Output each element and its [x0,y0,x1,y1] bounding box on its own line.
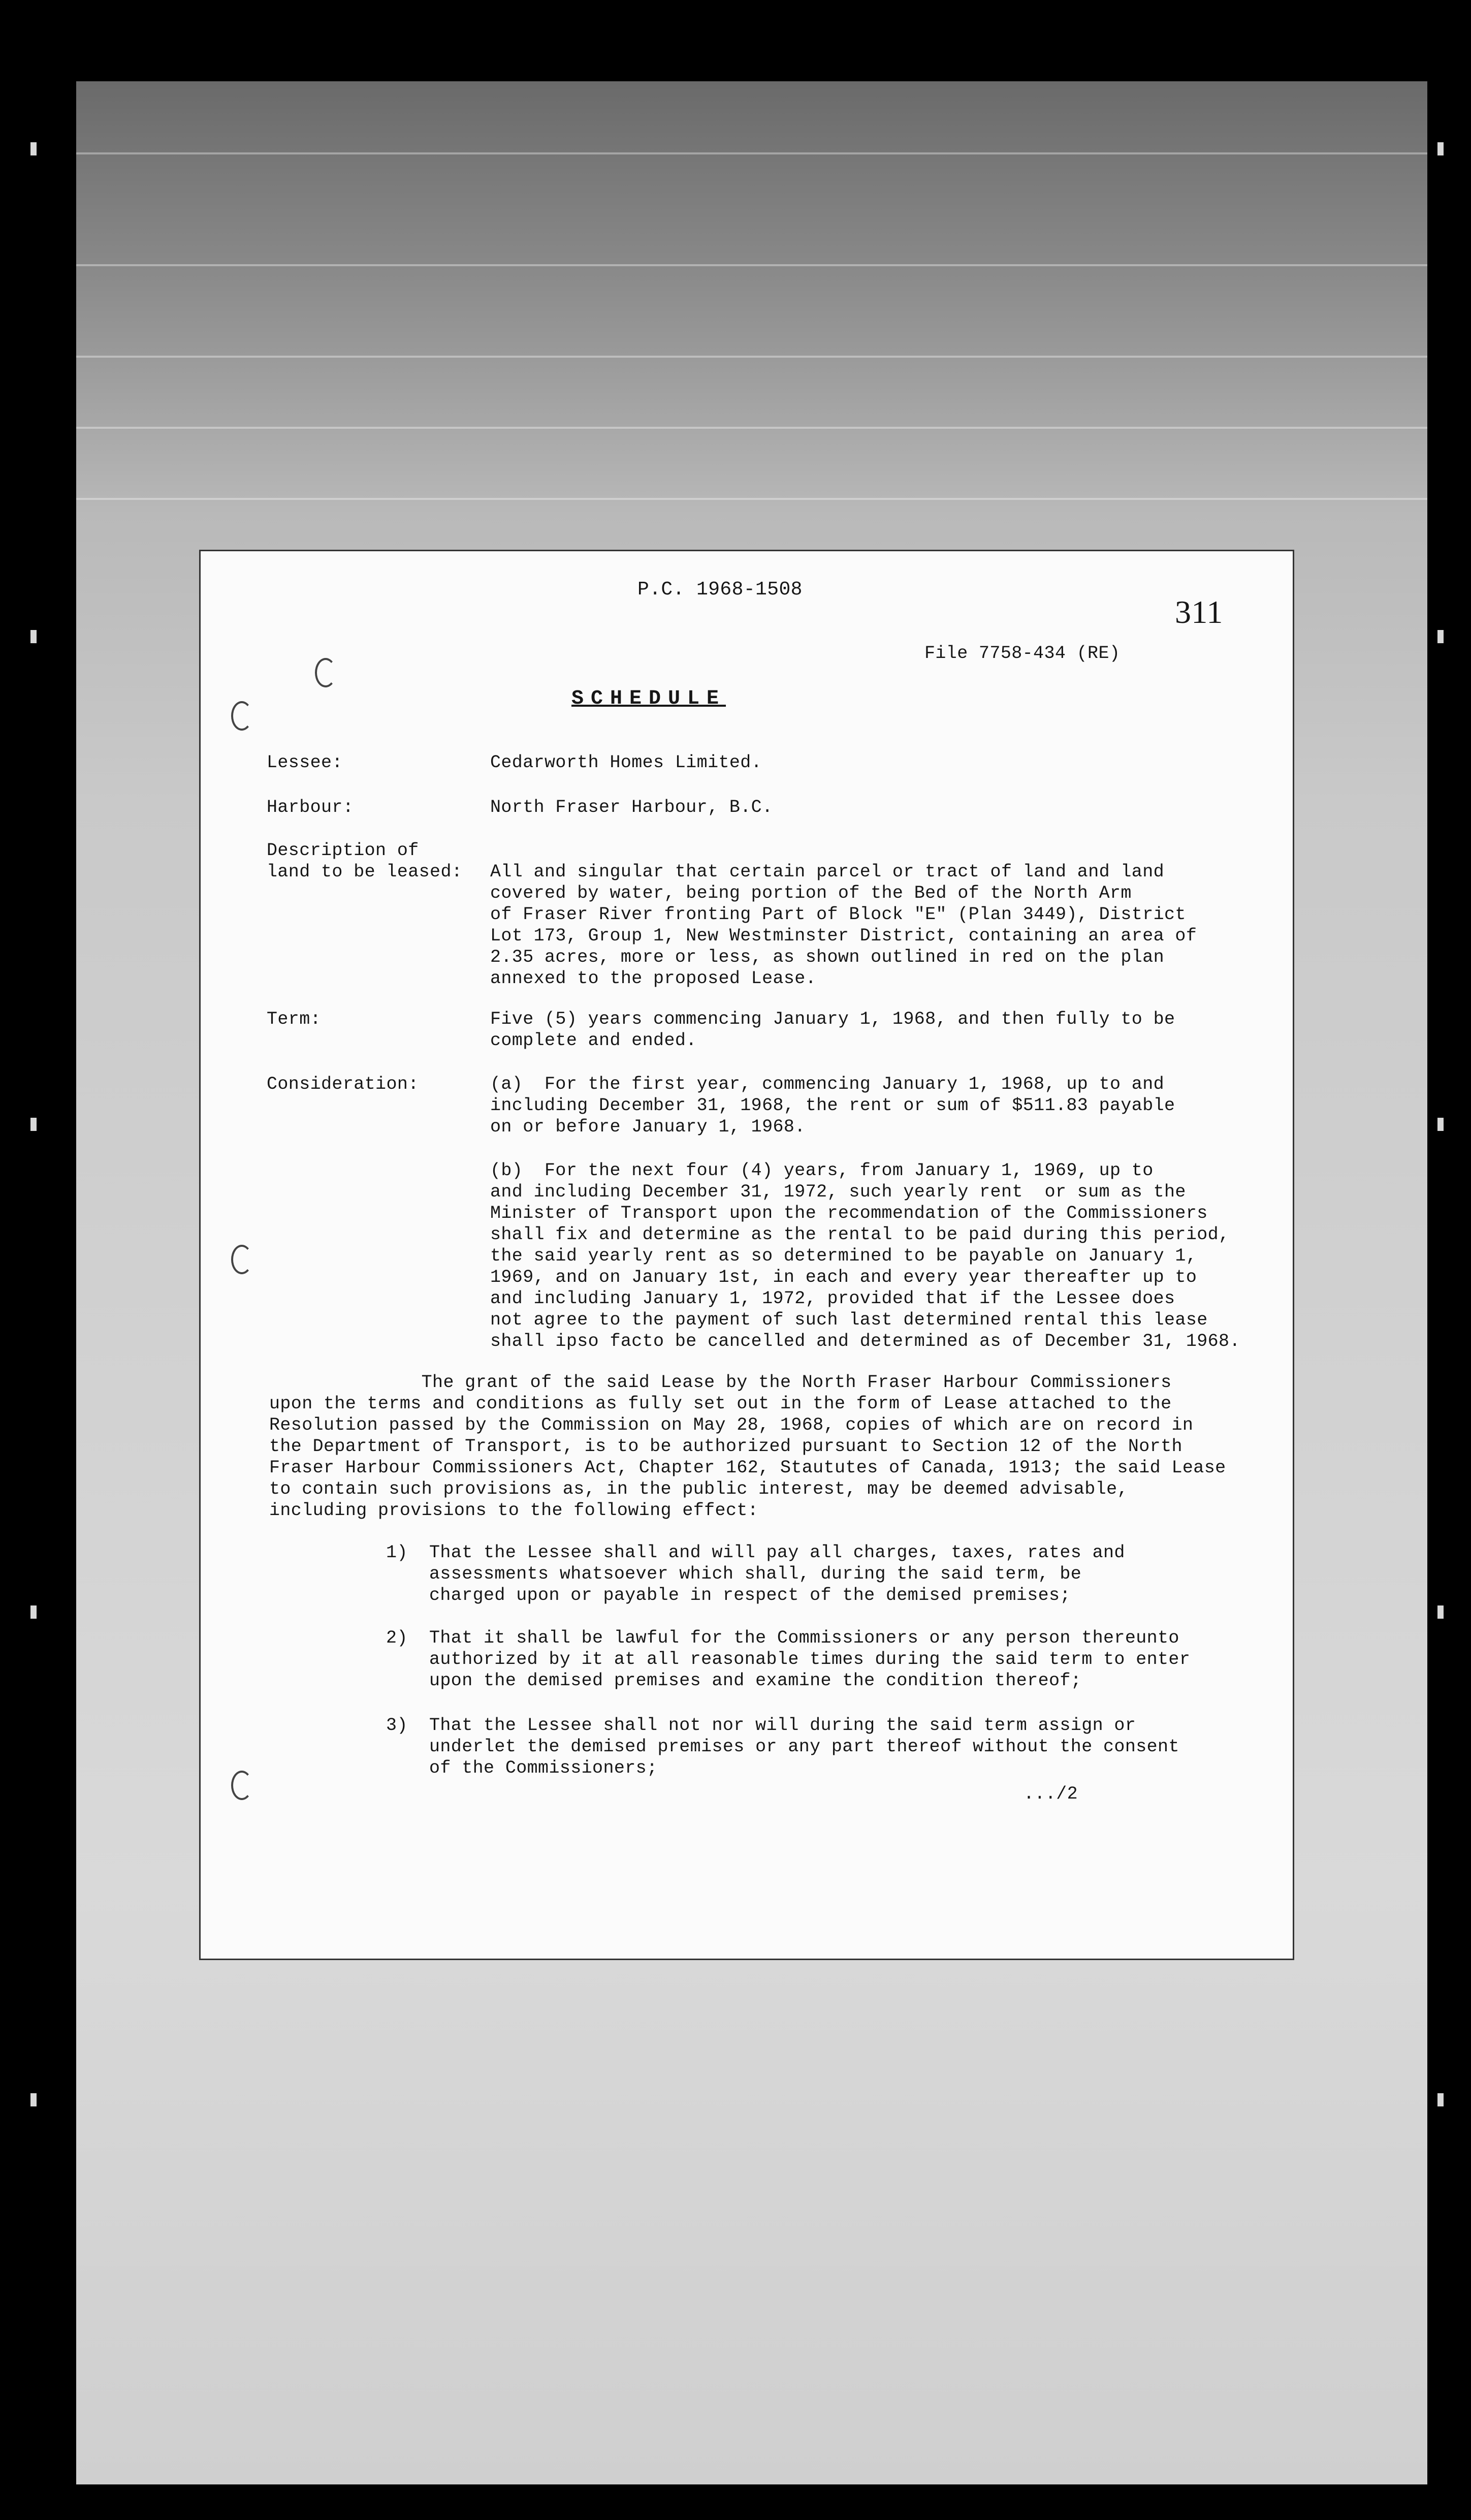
film-perforation [30,142,37,155]
film-perforation [1437,1118,1444,1131]
scan-streak [76,264,1427,266]
grant-paragraph-line: upon the terms and conditions as fully set out in the form of Lease attached to the [269,1394,1172,1414]
lessee-label: Lessee: [267,752,343,773]
term-line: Five (5) years commencing January 1, 1968, and then fully to be [490,1009,1175,1029]
provision-line: underlet the demised premises or any part thereof without the consent [429,1737,1179,1757]
grant-paragraph-line: to contain such provisions as, in the public interest, may be deemed advisable, [269,1479,1128,1499]
page-number: 311 [1175,594,1223,630]
consideration-a-line: (a) For the first year, commencing January 1, 1968, up to and [490,1074,1165,1094]
file-reference: File 7758-434 (RE) [924,643,1121,664]
consideration-b-line: (b) For the next four (4) years, from January 1, 1969, up to [490,1160,1154,1181]
film-perforation [30,2093,37,2106]
description-line: annexed to the proposed Lease. [490,968,817,989]
film-perforation [1437,1605,1444,1619]
provision-line: That the Lessee shall and will pay all charges, taxes, rates and [429,1542,1125,1563]
consideration-label: Consideration: [267,1074,419,1094]
document-sheet [201,551,1293,1959]
punch-hole-icon [231,701,252,731]
punch-hole-icon [315,658,336,687]
film-perforation [30,1118,37,1131]
pc-number: P.C. 1968-1508 [637,579,803,601]
harbour-value: North Fraser Harbour, B.C. [490,797,773,817]
consideration-b-line: the said yearly rent as so determined to be payable on January 1, [490,1246,1197,1266]
provision-line: authorized by it at all reasonable times during the said term to enter [429,1649,1191,1670]
grant-paragraph-line: Fraser Harbour Commissioners Act, Chapter 162, Staututes of Canada, 1913; the said Lease [269,1458,1226,1478]
consideration-b-line: shall ipso facto be cancelled and determined as of December 31, 1968. [490,1331,1240,1351]
film-perforation [30,630,37,643]
description-line: All and singular that certain parcel or tract of land and land [490,862,1165,882]
description-line: Lot 173, Group 1, New Westminster District, containing an area of [490,926,1197,946]
film-perforation [1437,630,1444,643]
scan-streak [76,356,1427,358]
provision-line: That it shall be lawful for the Commissioners or any person thereunto [429,1628,1179,1648]
description-line: of Fraser River fronting Part of Block "E" (Plan 3449), District [490,904,1186,925]
provision-line: charged upon or payable in respect of the demised premises; [429,1585,1071,1605]
grant-paragraph-line: The grant of the said Lease by the North Fraser Harbour Commissioners [269,1372,1172,1393]
film-perforation [1437,2093,1444,2106]
consideration-a-line: on or before January 1, 1968. [490,1117,806,1137]
term-line: complete and ended. [490,1030,697,1051]
film-perforation [1437,142,1444,155]
description-label: land to be leased: [267,862,463,882]
provision-line: upon the demised premises and examine the condition thereof; [429,1671,1082,1691]
grant-paragraph-line: including provisions to the following effect: [269,1500,759,1521]
provision-number: 1) [386,1542,408,1563]
continuation-marker: .../2 [1024,1784,1078,1804]
provision-number: 2) [386,1628,408,1648]
consideration-b-line: and including January 1, 1972, provided that if the Lessee does [490,1288,1175,1309]
scan-streak [76,498,1427,500]
scan-streak [76,152,1427,154]
consideration-b-line: and including December 31, 1972, such yearly rent or sum as the [490,1182,1186,1202]
schedule-title: SCHEDULE [571,687,726,710]
description-line: 2.35 acres, more or less, as shown outlined in red on the plan [490,947,1165,967]
consideration-b-line: not agree to the payment of such last determined rental this lease [490,1310,1208,1330]
grant-paragraph-line: the Department of Transport, is to be authorized pursuant to Section 12 of the North [269,1436,1182,1457]
description-label: Description of [267,840,419,861]
punch-hole-icon [231,1245,252,1274]
term-label: Term: [267,1009,322,1029]
provision-line: assessments whatsoever which shall, during the said term, be [429,1564,1082,1584]
consideration-b-line: Minister of Transport upon the recommendation of the Commissioners [490,1203,1208,1223]
consideration-a-line: including December 31, 1968, the rent or sum of $511.83 payable [490,1095,1175,1116]
scan-streak [76,427,1427,429]
consideration-b-line: shall fix and determine as the rental to be paid during this period, [490,1224,1230,1245]
film-perforation [30,1605,37,1619]
harbour-label: Harbour: [267,797,354,817]
grant-paragraph-line: Resolution passed by the Commission on May 28, 1968, copies of which are on record in [269,1415,1194,1435]
consideration-b-line: 1969, and on January 1st, in each and every year thereafter up to [490,1267,1197,1287]
provision-number: 3) [386,1715,408,1736]
provision-line: That the Lessee shall not nor will during the said term assign or [429,1715,1136,1736]
punch-hole-icon [231,1771,252,1800]
provision-line: of the Commissioners; [429,1758,658,1778]
description-line: covered by water, being portion of the Bed of the North Arm [490,883,1132,903]
lessee-value: Cedarworth Homes Limited. [490,752,762,773]
